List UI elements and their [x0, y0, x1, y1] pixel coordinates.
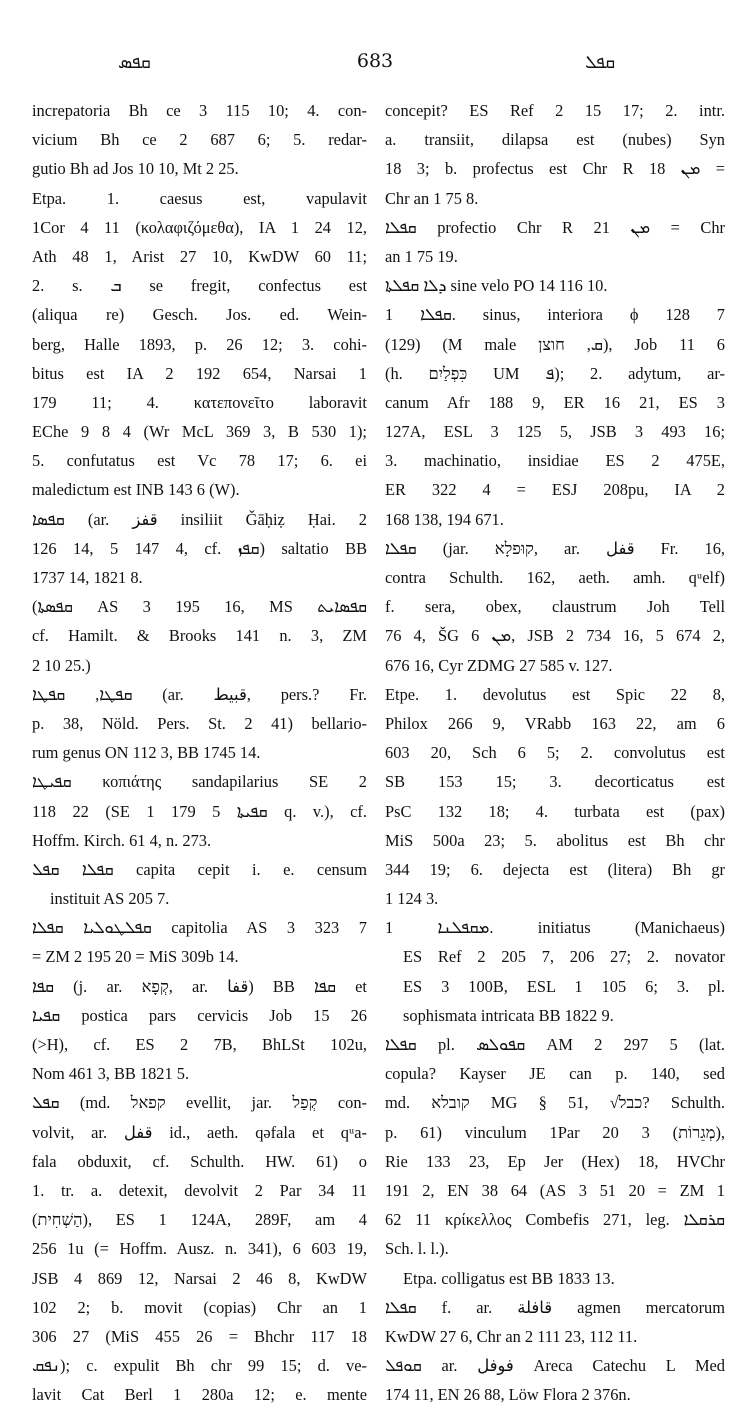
text-line: increpatoria Bh ce 3 115 10; 4. con- — [32, 101, 367, 120]
text-line: 126 14, 5 147 4, cf. ܩܦܙ) saltatio BB — [32, 538, 367, 558]
text-line: 18 3; b. profectus est Chr R ܡܢ 18 = — [385, 159, 725, 179]
text-line: contra Schulth. 162, aeth. amh. qᵘelf) — [385, 568, 725, 587]
text-line: EChe 9 8 4 (Wr McL 369 3, B 530 1); — [32, 422, 367, 442]
text-line: 2. s. ܒ se fregit, confectus est — [32, 276, 367, 296]
text-line: fala obduxit, cf. Schulth. HW. 61) o — [32, 1151, 367, 1171]
text-line: SB 153 15; 3. decorticatus est — [385, 772, 725, 792]
text-line: Ath 48 1, Arist 27 10, KwDW 60 11; — [32, 246, 367, 266]
text-line: ܩܦܐ (j. ar. קְפָא, ar. قفا) BB ܩܦܐ et — [32, 976, 367, 996]
text-line: a. transiit, dilapsa est (nubes) Syn — [385, 130, 725, 150]
text-line: Philox 266 9, VRabb 163 22, am 6 — [385, 713, 725, 733]
text-line: concepit? ES Ref 2 15 17; 2. intr. — [385, 101, 725, 120]
running-head-right: ܩܦܠ — [585, 52, 616, 73]
text-line: cf. Hamilt. & Brooks 141 n. 3, ZM — [32, 626, 367, 646]
text-line: (ܩܦܣܬܐ AS 3 195 16, MS ܩܦܣܐܝܬ — [32, 597, 367, 617]
text-line: maledictum est INB 143 6 (W). — [32, 480, 240, 500]
text-line: canum Afr 188 9, ER 16 21, ES 3 — [385, 392, 725, 412]
text-line: (>H), cf. ES 2 7B, BhLSt 102u, — [32, 1035, 367, 1054]
text-line: 3. machinatio, insidiae ES 2 475E, — [385, 451, 725, 471]
text-line: 1 124 3. — [385, 889, 439, 909]
text-line: 174 11, EN 26 88, Löw Flora 2 376n. — [385, 1385, 631, 1405]
text-line: 2 10 25.) — [32, 655, 91, 675]
text-line: p. 38, Nöld. Pers. St. 2 41) bellario- — [32, 713, 367, 733]
text-line: 1737 14, 1821 8. — [32, 568, 143, 587]
text-line: ܢܦܩ); c. expulit Bh chr 99 15; d. ve- — [32, 1356, 367, 1376]
text-line: ES Ref 2 205 7, 206 27; 2. novator — [403, 947, 725, 967]
text-line: ܩܦܠܛܘܠܝܐ ܩܦܠܐ capitolia AS 3 323 7 — [32, 918, 367, 938]
text-line: gutio Bh ad Jos 10 10, Mt 2 25. — [32, 159, 239, 179]
text-line: 102 2; b. movit (copias) Chr an 1 — [32, 1297, 367, 1317]
text-line: 256 1u (= Hoffm. Ausz. n. 341), 6 603 19, — [32, 1239, 367, 1259]
text-line: 168 138, 194 671. — [385, 509, 504, 529]
left-column — [32, 96, 367, 1409]
text-line: 676 16, Cyr ZDMG 27 585 v. 127. — [385, 655, 613, 675]
text-line: ܩܦܝܛܐ κοπιάτης sandapilarius SE 2 — [32, 772, 367, 792]
text-line: 603 20, Sch 6 5; 2. convolutus est — [385, 743, 725, 763]
text-line: Hoffm. Kirch. 61 4, n. 273. — [32, 830, 212, 850]
text-line: ܕܠܐ ܩܦܠܬܐ sine velo PO 14 116 10. — [385, 276, 608, 296]
page-number: 683 — [356, 50, 394, 72]
text-line: ܩܦܣܐ (ar. قفز insiliit Ǧāḥiẓ Ḥai. 2 — [32, 509, 367, 529]
text-line: ER 322 4 = ESJ 208pu, IA 2 — [385, 480, 725, 500]
text-line: p. 61) vinculum 1Par 20 3 (מְגֵרוֹת), — [385, 1122, 725, 1142]
text-line: ܩܦܝܐ postica pars cervicis Job 15 26 — [32, 1005, 367, 1025]
text-line: PsC 132 18; 4. turbata est (pax) — [385, 801, 725, 821]
text-line: md. קובלא MG § 51, √כבל? Schulth. — [385, 1093, 725, 1113]
text-line: (הַשְׁחִית), ES 1 124A, 289F, am 4 — [32, 1210, 367, 1230]
text-line: 62 11 κρίκελλος Combefis 271, leg. ܩܪܩܠܐ — [385, 1210, 725, 1230]
text-line: 191 2, EN 38 64 (AS 3 51 20 = ZM 1 — [385, 1180, 725, 1200]
running-head-left: ܩܦܣ — [118, 52, 151, 73]
text-line: f. sera, obex, claustrum Joh Tell — [385, 597, 725, 617]
text-line: 127A, ESL 3 125 5, JSB 3 493 16; — [385, 422, 725, 442]
text-line: MiS 500a 23; 5. abolitus est Bh chr — [385, 830, 725, 850]
text-line: 118 22 (SE 1 179 5 ܩܦܝܬܐ q. v.), cf. — [32, 801, 367, 821]
text-line: Sch. l. l.). — [385, 1239, 449, 1259]
text-line: ܡܩܦܠܢܐ 1. initiatus (Manichaeus) — [385, 918, 725, 938]
text-line: vicium Bh ce 2 687 6; 5. redar- — [32, 130, 367, 150]
text-line: copula? Kayser JE can p. 140, sed — [385, 1064, 725, 1084]
page-header — [0, 48, 750, 78]
text-line: sophismata intricata BB 1822 9. — [403, 1005, 614, 1025]
text-line: = ZM 2 195 20 = MiS 309b 14. — [32, 947, 239, 967]
text-line: KwDW 27 6, Chr an 2 111 23, 112 11. — [385, 1326, 638, 1346]
text-line: ܩܦܠܐ profectio Chr R ܡܢ 21 = Chr — [385, 217, 725, 237]
text-line: ܩܦܠܐ f. ar. قافلة agmen mercatorum — [385, 1297, 725, 1317]
text-line: ܩܘܦܠ ar. فوفل Areca Catechu L Med — [385, 1356, 725, 1376]
text-line: an 1 75 19. — [385, 246, 458, 266]
text-line: Nom 461 3, BB 1821 5. — [32, 1064, 190, 1084]
text-line: lavit Cat Berl 1 280a 12; e. mente — [32, 1385, 367, 1405]
text-line: 76 4, ŠG ܡܢ 6, JSB 2 734 16, 5 674 2, — [385, 626, 725, 646]
text-line: Rie 133 23, Ep Jer (Hex) 18, HVChr — [385, 1151, 725, 1171]
text-line: Chr an 1 75 8. — [385, 188, 479, 208]
text-line: Etpa. colligatus est BB 1833 13. — [403, 1268, 615, 1288]
text-line: 179 11; 4. κατεπονεῖτο laboravit — [32, 392, 367, 412]
text-line: rum genus ON 112 3, BB 1745 14. — [32, 743, 261, 763]
right-column — [385, 96, 725, 1409]
text-line: bitus est IA 2 192 654, Narsai 1 — [32, 363, 367, 383]
text-line: ܩܦܠܐ (jar. קוּפלָא, ar. قفل Fr. 16, — [385, 538, 725, 558]
text-line: 1Cor 4 11 (κολαφιζόμεθα), IA 1 24 12, — [32, 217, 367, 237]
text-line: 1. tr. a. detexit, devolvit 2 Par 34 11 — [32, 1180, 367, 1200]
text-line: Etpe. 1. devolutus est Spic 22 8, — [385, 684, 725, 704]
text-line: ܩܦܛܐ, ܩܦܛܐ (ar. قبيط, pers.? Fr. — [32, 684, 367, 704]
text-line: 306 27 (MiS 455 26 = Bhchr 117 18 — [32, 1326, 367, 1346]
text-line: ES 3 100B, ESL 1 105 6; 3. pl. — [403, 976, 725, 996]
text-line: ܩܦܠܐ ܩܦܠ capita cepit i. e. censum — [32, 859, 367, 879]
text-line: 5. confutatus est Vc 78 17; 6. ei — [32, 451, 367, 471]
text-line: (129) (M male ܩ, חוצן), Job 11 6 — [385, 334, 725, 354]
text-line: Etpa. 1. caesus est, vapulavit — [32, 188, 367, 208]
text-line: berg, Halle 1893, p. 26 12; 3. cohi- — [32, 334, 367, 354]
text-line: 344 19; 6. dejecta est (litera) Bh gr — [385, 859, 725, 879]
text-line: ܩܦܠܐ pl. ܩܦܘܠܣ AM 2 297 5 (lat. — [385, 1035, 725, 1054]
text-line: (aliqua re) Gesch. Jos. ed. Wein- — [32, 305, 367, 325]
text-line: JSB 4 869 12, Narsai 2 46 8, KwDW — [32, 1268, 367, 1288]
text-line: ܩܦܠ (md. קפאל evellit, jar. קְפַל con- — [32, 1093, 367, 1113]
text-line: instituit AS 205 7. — [50, 889, 170, 909]
text-line: volvit, ar. قفل id., aeth. qǝfala et qᵘa- — [32, 1122, 367, 1142]
text-line: (h. כִּפְלַיִם UM ܦ); 2. adytum, ar- — [385, 363, 725, 383]
text-line: ܩܦܠܐ 1. sinus, interiora ϕ 128 7 — [385, 305, 725, 325]
